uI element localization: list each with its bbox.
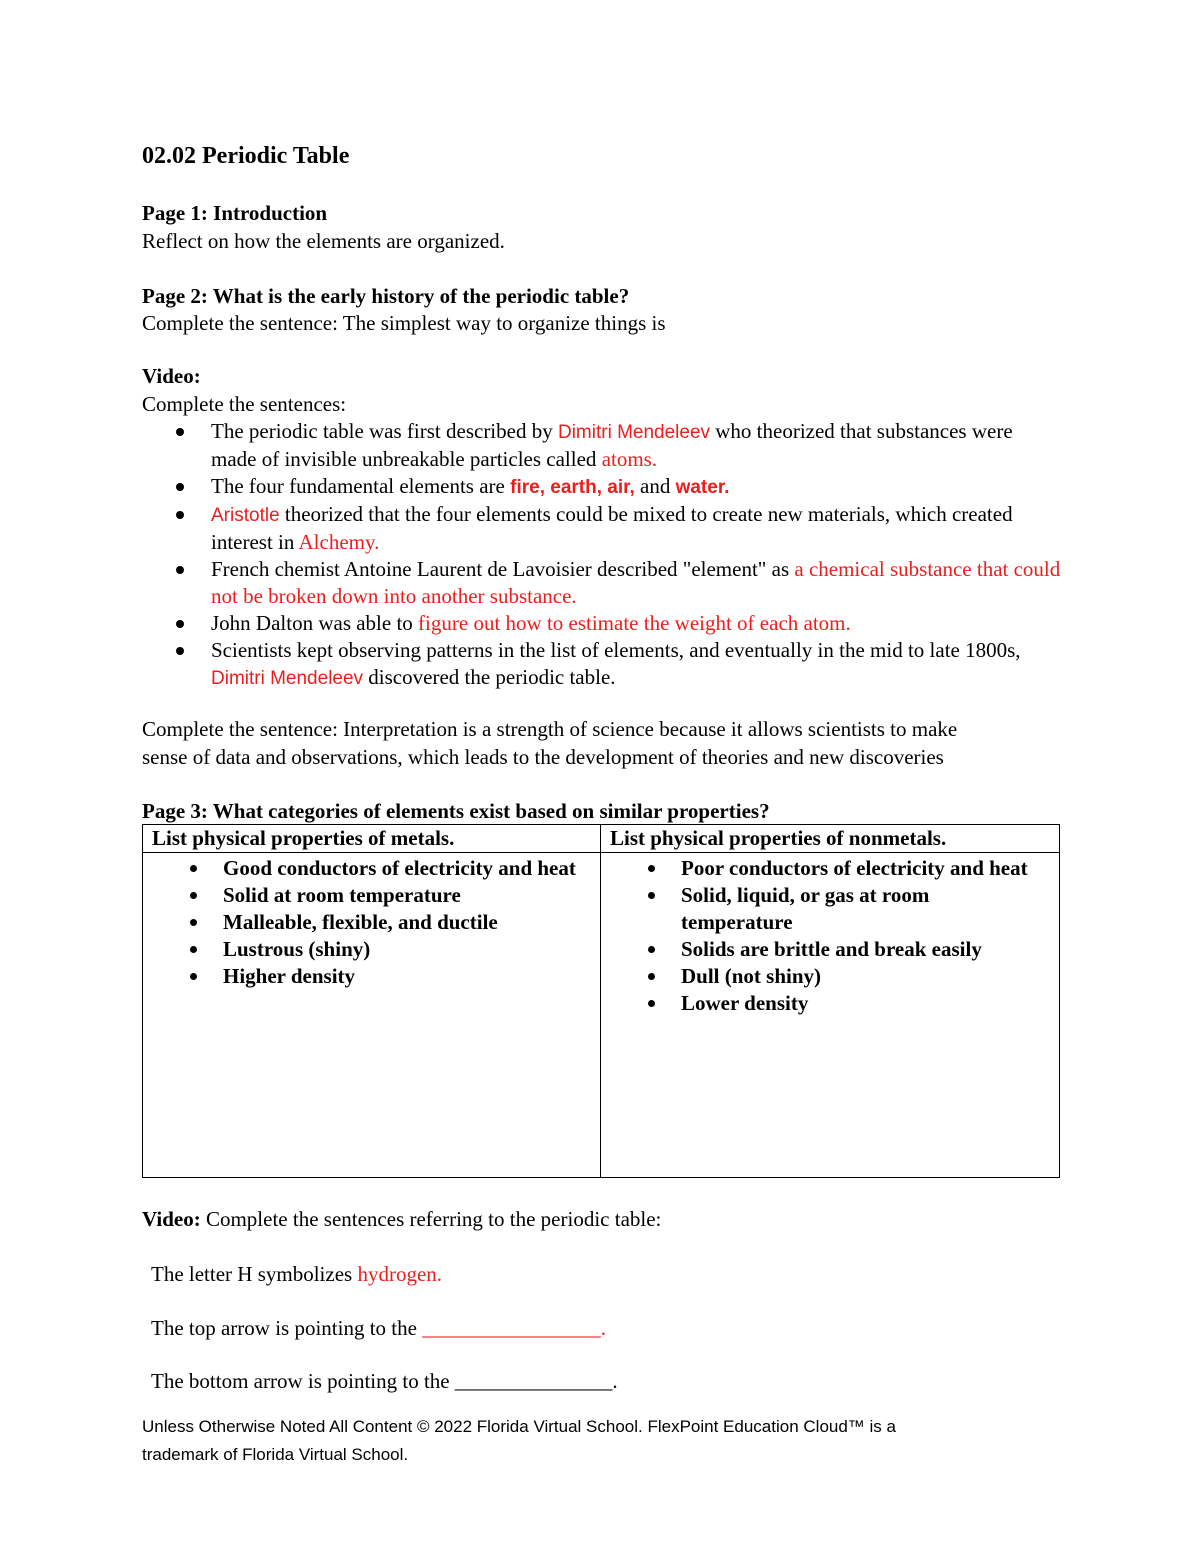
page3-heading: Page 3: What categories of elements exist based on similar properties? xyxy=(142,799,770,823)
page1-text: Reflect on how the elements are organized. xyxy=(142,229,505,253)
page1-heading: Page 1: Introduction xyxy=(142,201,328,225)
nonmetals-list xyxy=(601,855,1059,1017)
video-label: Video: xyxy=(142,364,201,388)
list-item: Dull (not shiny) xyxy=(601,963,1059,990)
list-item: The periodic table was first described by Dimitri Mendeleev who theorized that substances were made of invisible unbreakable particles called atoms. xyxy=(142,418,1062,473)
video-2-prompt: Complete the sentences referring to the periodic table: xyxy=(200,1207,662,1231)
footer-line-2: trademark of Florida Virtual School. xyxy=(142,1445,409,1464)
list-item: Solids are brittle and break easily xyxy=(601,936,1059,963)
answer-text: Dimitri Mendeleev xyxy=(557,422,711,443)
answer-text: water. xyxy=(675,477,730,498)
answer-text: hydrogen. xyxy=(357,1262,443,1286)
list-item: John Dalton was able to figure out how to estimate the weight of each atom. xyxy=(142,610,1062,637)
footer-line-1: Unless Otherwise Noted All Content © 2022 Florida Virtual School. FlexPoint Education Cloud™ is a xyxy=(142,1417,896,1436)
video-2-label: Video: xyxy=(142,1207,201,1231)
metals-column-header: List physical properties of metals. xyxy=(143,825,601,853)
answer-text: Dimitri Mendeleev xyxy=(211,668,364,689)
history-bullet-list xyxy=(142,418,1062,692)
list-item: Aristotle theorized that the four elements could be mixed to create new materials, which created interest in Alchemy. xyxy=(142,501,1062,556)
properties-table xyxy=(142,824,1060,1178)
answer-blank: _______________ xyxy=(454,1369,613,1393)
copyright-footer xyxy=(142,1413,1042,1469)
list-item: Higher density xyxy=(143,963,600,990)
list-item: Poor conductors of electricity and heat xyxy=(601,855,1059,882)
list-item: French chemist Antoine Laurent de Lavoisier described "element" as a chemical substance that could not be broken down into another substance. xyxy=(142,556,1062,610)
answer-text: atoms. xyxy=(601,447,658,471)
page-title: 02.02 Periodic Table xyxy=(142,143,350,169)
list-item: Good conductors of electricity and heat xyxy=(143,855,600,882)
interpretation-line-2: sense of data and observations, which leads to the development of theories and new discoveries xyxy=(142,745,944,769)
list-item: Solid at room temperature xyxy=(143,882,600,909)
answer-text: a chemical substance that could not be broken down into another substance. xyxy=(211,557,1061,608)
video-prompt: Complete the sentences: xyxy=(142,392,347,416)
interpretation-line-1: Complete the sentence: Interpretation is a strength of science because it allows scientists to make xyxy=(142,717,958,741)
list-item: The four fundamental elements are fire, earth, air, and water. xyxy=(142,473,1062,501)
nonmetals-cell xyxy=(601,853,1060,1178)
top-arrow-sentence: The top arrow is pointing to the _________________. xyxy=(151,1316,606,1340)
answer-text: Aristotle xyxy=(211,505,280,526)
answer-text: figure out how to estimate the weight of each atom. xyxy=(418,611,851,635)
page2-prompt: Complete the sentence: The simplest way to organize things is xyxy=(142,311,666,335)
metals-list xyxy=(143,855,600,990)
list-item: Malleable, flexible, and ductile xyxy=(143,909,600,936)
list-item: Solid, liquid, or gas at room temperature xyxy=(601,882,1059,936)
bottom-arrow-sentence: The bottom arrow is pointing to the _______________. xyxy=(151,1369,618,1393)
list-item: Lower density xyxy=(601,990,1059,1017)
list-item: Scientists kept observing patterns in the list of elements, and eventually in the mid to late 1800s, Dimitri Mendeleev discovered the periodic table. xyxy=(142,637,1062,692)
nonmetals-column-header: List physical properties of nonmetals. xyxy=(601,825,1060,853)
answer-text: Alchemy. xyxy=(298,530,380,554)
metals-cell xyxy=(143,853,601,1178)
page2-heading: Page 2: What is the early history of the periodic table? xyxy=(142,284,630,308)
video-2-line xyxy=(142,1207,661,1232)
hydrogen-sentence: The letter H symbolizes hydrogen. xyxy=(151,1262,443,1286)
answer-blank: _________________ xyxy=(422,1316,601,1340)
list-item: Lustrous (shiny) xyxy=(143,936,600,963)
answer-text: fire, earth, air, xyxy=(510,477,635,498)
